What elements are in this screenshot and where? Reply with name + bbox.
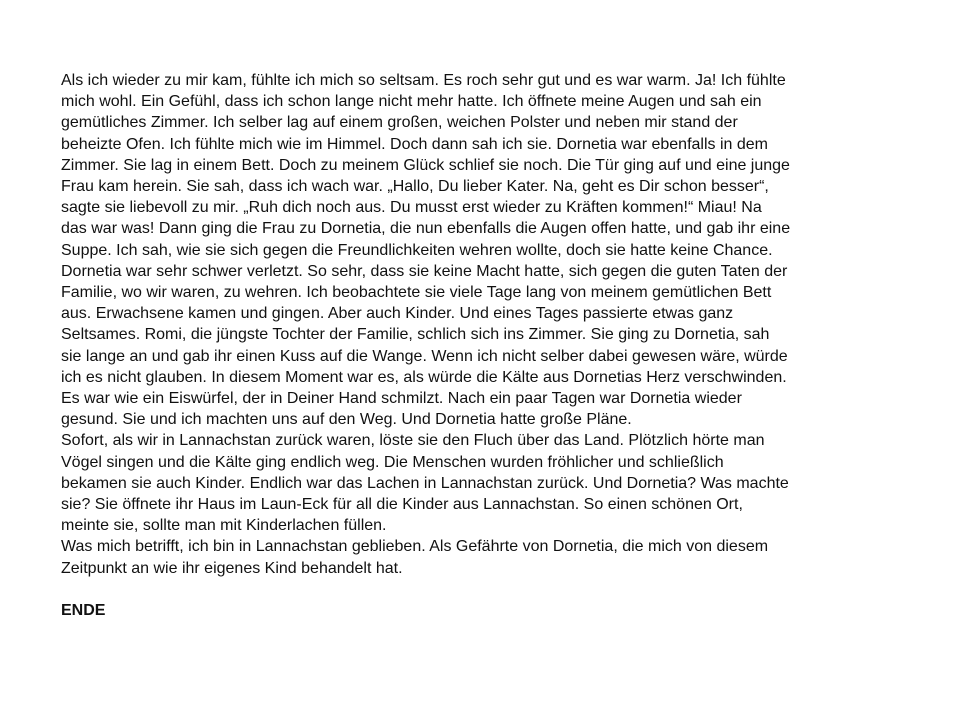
- paragraph-2: Sofort, als wir in Lannachstan zurück waren, löste sie den Fluch über das Land. Plötzlich hörte man Vögel singen und die Kälte ging endlich weg. Die Menschen wurden fröhlicher und schließlich bekamen sie auch Kinder. Endlich war das Lachen in Lannachstan zurück. Und Dornetia? Was machte sie? Sie öffnete ihr Haus im Laun-Eck für all die Kinder aus Lannachstan. So einen schönen Ort, meinte sie, sollte man mit Kinderlachen füllen.: [61, 432, 789, 535]
- paragraph-1: Als ich wieder zu mir kam, fühlte ich mich so seltsam. Es roch sehr gut und es war warm. Ja! Ich fühlte mich wohl. Ein Gefühl, dass ich schon lange nicht mehr hatte. Ich öffnete meine Augen und sah ein gemütliches Zimmer. Ich selber lag auf einem großen, weichen Polster und neben mir stand der beheizte Ofen. Ich fühlte mich wie im Himmel. Doch dann sah ich sie. Dornetia war ebenfalls in dem Zimmer. Sie lag in einem Bett. Doch zu meinem Glück schlief sie noch. Die Tür ging auf und eine junge Frau kam herein. Sie sah, dass ich wach war. „Hallo, Du lieber Kater. Na, geht es Dir schon besser“, sagte sie liebevoll zu mir. „Ruh dich noch aus. Du musst erst wieder zu Kräften kommen!“ Miau! Na das war was! Dann ging die Frau zu Dornetia, die nun ebenfalls die Augen offen hatte, und gab ihr eine Suppe. Ich sah, wie sie sich gegen die Freundlichkeiten wehren wollte, doch sie hatte keine Chance. Dornetia war sehr schwer verletzt. So sehr, dass sie keine Macht hatte, sich gegen die guten Taten der Familie, wo wir waren, zu wehren. Ich beobachtete sie viele Tage lang von meinem gemütlichen Bett aus. Erwachsene kamen und gingen. Aber auch Kinder. Und eines Tages passierte etwas ganz Seltsames. Romi, die jüngste Tochter der Familie, schlich sich ins Zimmer. Sie ging zu Dornetia, sah sie lange an und gab ihr einen Kuss auf die Wange. Wenn ich nicht selber dabei gewesen wäre, würde ich es nicht glauben. In diesem Moment war es, als würde die Kälte aus Dornetias Herz verschwinden. Es war wie ein Eiswürfel, der in Deiner Hand schmilzt. Nach ein paar Tagen war Dornetia wieder gesund. Sie und ich machten uns auf den Weg. Und Dornetia hatte große Pläne.: [61, 72, 791, 429]
- blank-line: [61, 579, 921, 600]
- paragraph-3: Was mich betrifft, ich bin in Lannachstan geblieben. Als Gefährte von Dornetia, die mich von diesem Zeitpunkt an wie ihr eigenes Kind behandelt hat.: [61, 538, 769, 577]
- document-body: [61, 70, 921, 621]
- end-label: ENDE: [61, 602, 106, 620]
